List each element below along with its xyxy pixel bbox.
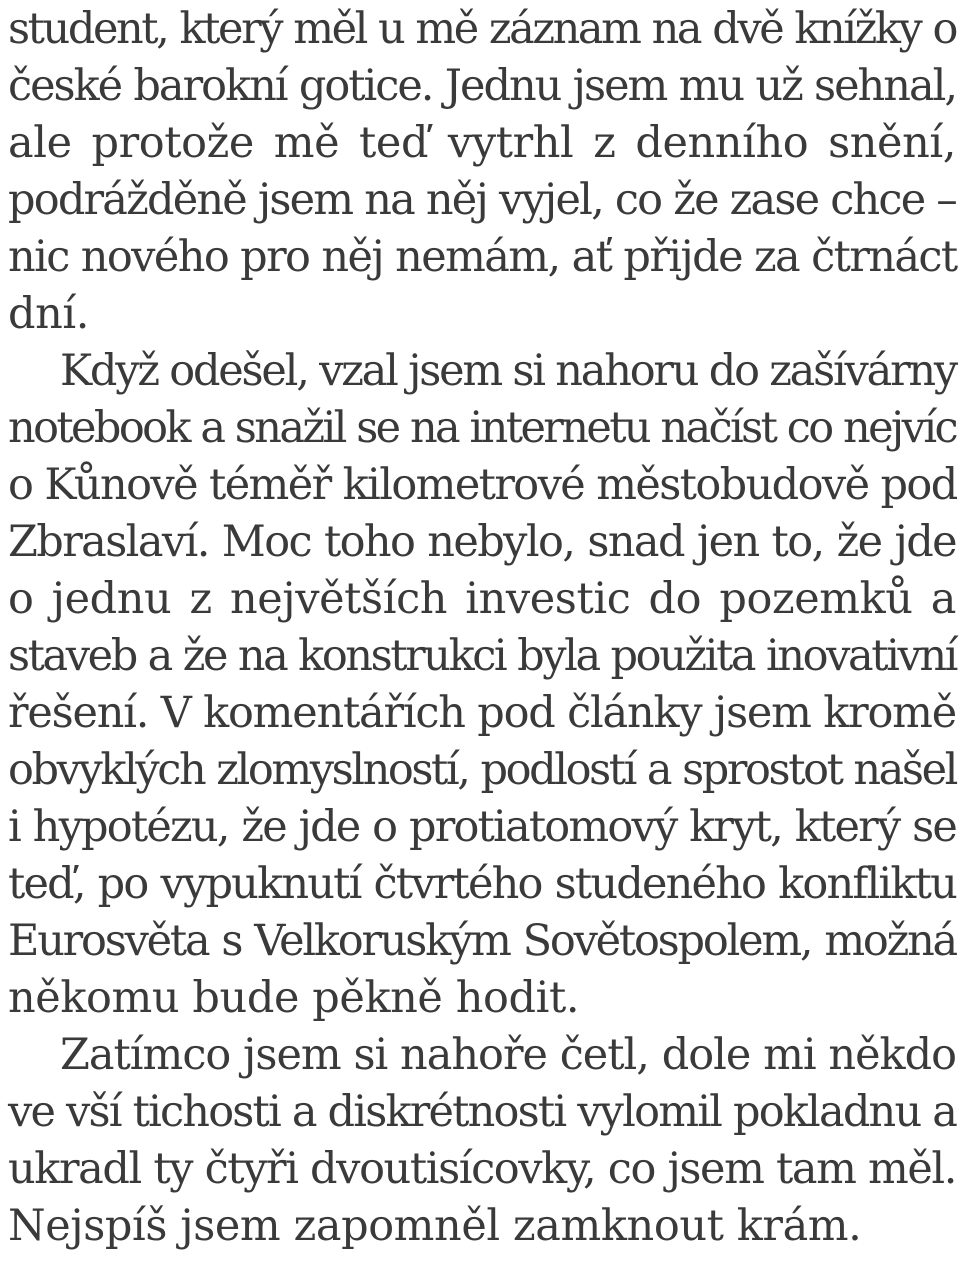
text-line: Zbraslaví. Moc toho nebylo, snad jen to, že jde (8, 517, 956, 567)
text-line: i hypotézu, že jde o protiatomový kryt, který se (8, 802, 956, 852)
text-line: řešení. V komentářích pod články jsem kromě (8, 688, 956, 738)
paragraph-start-line: Když odešel, vzal jsem si nahoru do zašívárny (60, 346, 957, 396)
text-line: Eurosvěta s Velkoruským Sovětospolem, možná (8, 916, 956, 966)
text-line: někomu bude pěkně hodit. (8, 973, 580, 1023)
paragraph-start-line: Zatímco jsem si nahoře četl, dole mi někdo (60, 1030, 956, 1080)
text-line: staveb a že na konstrukci byla použita inovativní (8, 631, 956, 681)
text-line: teď, po vypuknutí čtvrtého studeného konfliktu (8, 859, 956, 909)
text-line: ukradl ty čtyři dvoutisícovky, co jsem tam měl. (8, 1144, 956, 1194)
text-line: notebook a snažil se na internetu načíst co nejvíc (8, 403, 956, 453)
text-line: student, který měl u mě záznam na dvě knížky o (8, 4, 956, 54)
text-line: ve vší tichosti a diskrétnosti vylomil pokladnu a (8, 1087, 957, 1137)
text-line: české barokní gotice. Jednu jsem mu už sehnal, (8, 61, 956, 111)
text-line: obvyklých zlomyslností, podlostí a sprostot našel (8, 745, 956, 795)
text-line: Nejspíš jsem zapomněl zamknout krám. (8, 1201, 862, 1251)
text-line: o Kůnově téměř kilometrové městobudově pod (8, 460, 957, 510)
text-line: nic nového pro něj nemám, ať přijde za čtrnáct (8, 232, 957, 282)
text-line: dní. (8, 289, 90, 339)
text-line: ale protože mě teď vytrhl z denního snění, (8, 118, 956, 168)
text-line: podrážděně jsem na něj vyjel, co že zase chce – (8, 175, 956, 225)
text-line: o jednu z největších investic do pozemků a (8, 574, 956, 624)
